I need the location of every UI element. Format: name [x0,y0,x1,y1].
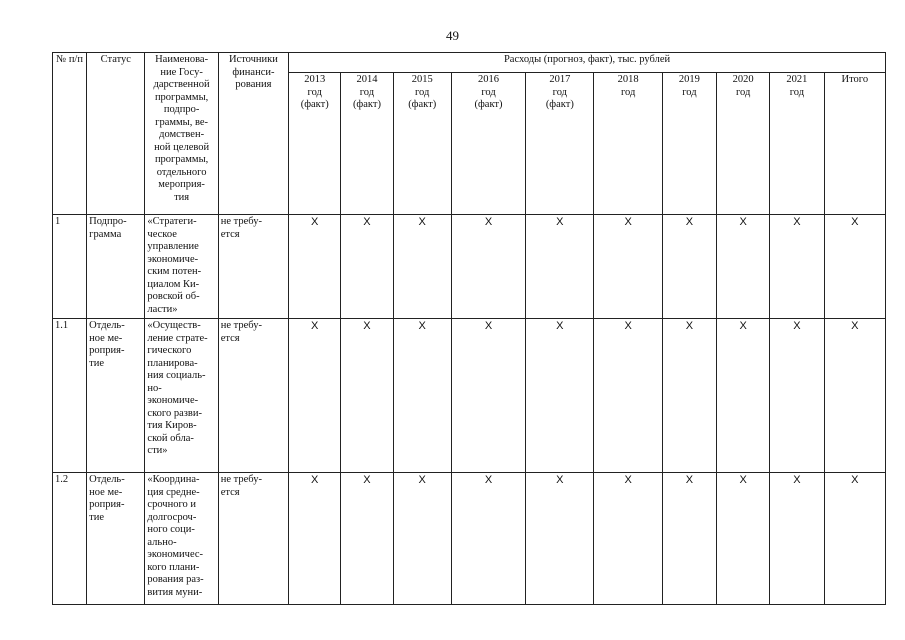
source-line: ется [220,228,240,240]
value-cell: Х [451,319,525,473]
value-cell: Х [770,215,824,319]
row-name [145,319,218,473]
name-line: ласти» [147,303,178,315]
year-unit: год [552,86,567,98]
header-sources-line: рования [235,79,272,90]
year-note: (факт) [300,99,329,110]
total-cell: Х [824,473,885,605]
year-note: (факт) [352,99,381,110]
value-cell: Х [770,473,824,605]
name-line: экономиче- [147,395,199,406]
name-line: рования раз- [147,574,204,585]
year-unit: год [359,86,375,98]
header-name-line: мероприя- [158,179,205,190]
year-label: 2015 [411,74,433,85]
value-cell: Х [341,215,393,319]
name-line: тия Киров- [147,420,197,431]
header-name-line: программы, [154,154,209,165]
name-line: ровской об- [147,291,200,302]
table-row [53,473,886,605]
value-cell: Х [526,319,594,473]
value-cell: Х [341,473,393,605]
name-line: ским потен- [147,266,202,277]
name-line: управление [147,241,199,252]
year-note: (факт) [408,99,437,110]
row-status [87,473,145,605]
header-total: Итого [824,73,885,215]
name-line: ческое [147,228,177,240]
total-cell: Х [824,319,885,473]
year-unit: год [736,86,751,98]
value-cell: Х [289,215,341,319]
year-label: 2016 [478,74,499,85]
value-cell: Х [526,473,594,605]
name-line: кого плани- [147,561,200,573]
source-line: ется [220,332,240,344]
header-year [770,73,824,215]
table-row [53,319,886,473]
value-cell: Х [662,215,716,319]
header-sources-line: финанси- [232,66,275,78]
row-number: 1.1 [53,319,87,473]
name-line: планирова- [147,357,198,369]
page-number: 49 [446,28,459,43]
year-label: 2018 [617,74,639,85]
name-line: ского разви- [147,407,202,419]
header-number: № п/п [53,53,87,215]
year-unit: год [307,86,322,98]
value-cell: Х [662,319,716,473]
header-name-line: дарственной [153,79,210,90]
source-line: не требу- [220,320,262,331]
value-cell: Х [393,319,451,473]
name-line: «Координа- [147,474,200,485]
status-line: роприя- [89,345,125,356]
value-cell: Х [594,319,662,473]
header-name-line: граммы, ве- [155,116,209,128]
status-line: Подпро- [89,216,127,227]
year-label: 2013 [304,74,326,85]
header-year [341,73,393,215]
year-unit: год [789,86,805,98]
row-number: 1.2 [53,473,87,605]
header-sources [218,53,288,215]
name-line: циалом Ки- [147,278,200,290]
year-unit: год [682,86,697,98]
year-label: 2017 [549,74,571,85]
status-line: тие [89,357,105,369]
value-cell: Х [717,473,770,605]
header-name-line: подпро- [163,104,200,115]
row-status [87,215,145,319]
name-line: экономичес- [147,549,204,560]
value-cell: Х [393,473,451,605]
value-cell: Х [451,215,525,319]
source-line: ется [220,486,240,498]
header-name-line: ной целевой [154,141,210,153]
name-line: срочного и [147,499,196,510]
name-line: ально- [147,536,177,548]
year-unit: год [481,86,496,98]
header-name-line: отдельного [156,166,207,178]
year-note: (факт) [545,99,574,110]
header-name [145,53,218,215]
name-line: ление страте- [147,332,208,344]
name-line: ного соци- [147,524,195,535]
header-year [289,73,341,215]
name-line: ция средне- [147,486,200,498]
value-cell: Х [717,215,770,319]
value-cell: Х [717,319,770,473]
status-line: роприя- [89,499,125,510]
header-year [526,73,594,215]
total-cell: Х [824,215,885,319]
header-year [451,73,525,215]
value-cell: Х [594,215,662,319]
row-name [145,473,218,605]
year-label: 2020 [732,74,754,85]
value-cell: Х [289,319,341,473]
header-name-line: Наименова- [155,54,209,65]
row-name [145,215,218,319]
header-year [594,73,662,215]
value-cell: Х [770,319,824,473]
value-cell: Х [594,473,662,605]
table-body [53,215,886,605]
status-line: тие [89,511,105,523]
row-source [218,473,288,605]
header-name-line: ние Госу- [160,66,203,78]
row-source [218,319,288,473]
name-line: ния социаль- [147,370,206,381]
row-number: 1 [53,215,87,319]
header-name-line: программы, [154,91,209,103]
year-note: (факт) [474,99,503,110]
value-cell: Х [341,319,393,473]
year-unit: год [415,86,430,98]
name-line: гического [147,345,192,356]
name-line: сти» [147,445,168,456]
status-line: грамма [89,228,122,240]
value-cell: Х [662,473,716,605]
header-status: Статус [87,53,145,215]
name-line: вития муни- [147,586,203,598]
value-cell: Х [526,215,594,319]
header-year [717,73,770,215]
year-unit: год [620,86,636,98]
name-line: «Осуществ- [147,320,201,331]
status-line: ное ме- [89,486,123,498]
table-header [53,53,886,215]
header-name-line: тия [174,191,190,203]
value-cell: Х [393,215,451,319]
status-line: ное ме- [89,332,123,344]
name-line: экономиче- [147,253,199,265]
header-year [393,73,451,215]
source-line: не требу- [220,216,262,227]
header-name-line: домствен- [159,129,205,140]
header-year [662,73,716,215]
header-expenses: Расходы (прогноз, факт), тыс. рублей [289,53,886,73]
year-label: 2014 [356,74,378,85]
status-line: Отдель- [89,320,125,331]
name-line: «Стратеги- [147,216,197,227]
year-label: 2021 [786,74,808,85]
year-label: 2019 [678,74,700,85]
budget-table [52,52,886,605]
name-line: но- [147,382,162,394]
row-source [218,215,288,319]
value-cell: Х [289,473,341,605]
name-line: ской обла- [147,432,194,444]
header-sources-line: Источники [228,54,278,65]
name-line: долгосроч- [147,511,197,523]
status-line: Отдель- [89,474,125,485]
source-line: не требу- [220,474,262,485]
table-row [53,215,886,319]
value-cell: Х [451,473,525,605]
row-status [87,319,145,473]
